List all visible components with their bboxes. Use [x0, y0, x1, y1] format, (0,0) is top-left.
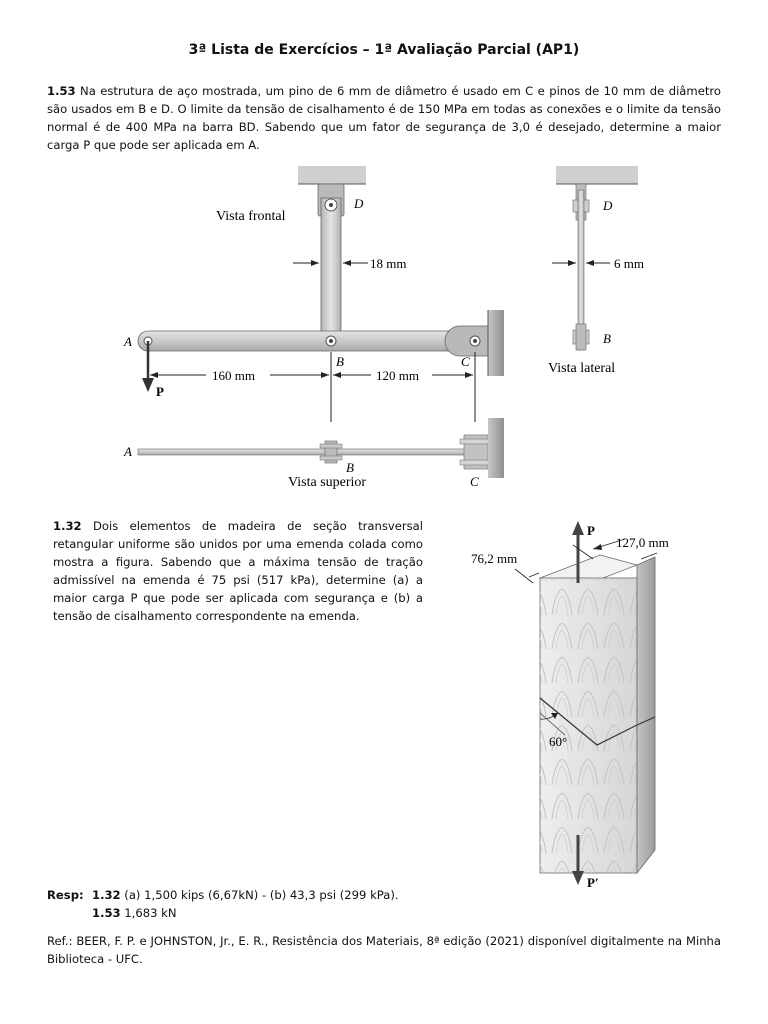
label-b-top: B — [346, 460, 354, 475]
label-front-view: Vista frontal — [216, 209, 286, 224]
dim-127mm: 127,0 mm — [616, 535, 669, 550]
answer-153-text: 1,683 kN — [124, 906, 177, 920]
figure-1-53 — [110, 160, 650, 495]
bar-abc — [138, 331, 478, 351]
label-d-side: D — [603, 198, 613, 213]
block-side-face — [637, 557, 655, 873]
problem-1-32 — [53, 517, 423, 625]
label-b: B — [336, 354, 344, 369]
label-a-top: A — [124, 444, 132, 459]
angle-60: 60° — [549, 734, 568, 749]
load-p: P — [156, 384, 164, 399]
label-top-view: Vista superior — [288, 475, 367, 490]
problem-number: 1.53 — [47, 84, 76, 98]
dim-18mm: 18 mm — [370, 256, 407, 271]
load-p-prime: P′ — [587, 875, 599, 890]
label-c: C — [461, 354, 470, 369]
dim-160mm: 160 mm — [212, 368, 255, 383]
label-c-top: C — [470, 474, 479, 489]
answer-132-text: (a) 1,500 kips (6,67kN) - (b) 43,3 psi (299 kPa). — [124, 888, 399, 902]
problem-text: Dois elementos de madeira de seção transversal retangular uniforme são unidos por uma emenda colada como mostra a figura. Sabendo que a máxima tensão de tração admissível na emenda é 75 psi (517 kPa), determine (a) a maior carga P que pode ser aplicada com segurança e (b) a tensão de cisalhamento correspondente na emenda. — [53, 519, 424, 623]
problem-number: 1.32 — [53, 519, 82, 533]
label-a: A — [124, 334, 132, 349]
load-p-top: P — [587, 523, 595, 538]
answers-label: Resp: — [47, 888, 84, 902]
problem-text: Na estrutura de aço mostrada, um pino de 6 mm de diâmetro é usado em C e pinos de 10 mm de diâmetro são usados em B e D. O limite da tensão de cisalhamento é de 150 MPa em todas as conexões e o limite da tensão normal é de 400 MPa na barra BD. Sabendo que um fator de segurança de 3,0 é desejado, determine a maior carga P que pode ser aplicada em A. — [47, 84, 721, 152]
answer-153-number: 1.53 — [92, 906, 121, 920]
reference: Ref.: BEER, F. P. e JOHNSTON, Jr., E. R., Resistência dos Materiais, 8ª edição (2021) disponível digitalmente na Minha Biblioteca - UFC. — [47, 934, 721, 966]
answers — [47, 886, 399, 922]
answer-132-number: 1.32 — [92, 888, 121, 902]
label-b-side: B — [603, 331, 611, 346]
label-d: D — [354, 196, 364, 211]
dim-76mm: 76,2 mm — [471, 551, 518, 566]
dim-120mm: 120 mm — [376, 368, 419, 383]
wall-top-view — [488, 418, 504, 478]
bracket-c — [445, 326, 488, 356]
ceiling-side — [556, 166, 638, 184]
ceiling-support — [298, 166, 366, 184]
link-bd — [321, 198, 341, 344]
page-title: 3ª Lista de Exercícios – 1ª Avaliação Parcial (AP1) — [188, 42, 580, 58]
bar-top-view — [138, 449, 474, 455]
figure-1-32 — [445, 515, 695, 890]
wall-c — [488, 310, 504, 376]
dim-6mm: 6 mm — [614, 256, 644, 271]
problem-1-53 — [47, 82, 721, 154]
label-side-view: Vista lateral — [548, 361, 616, 376]
